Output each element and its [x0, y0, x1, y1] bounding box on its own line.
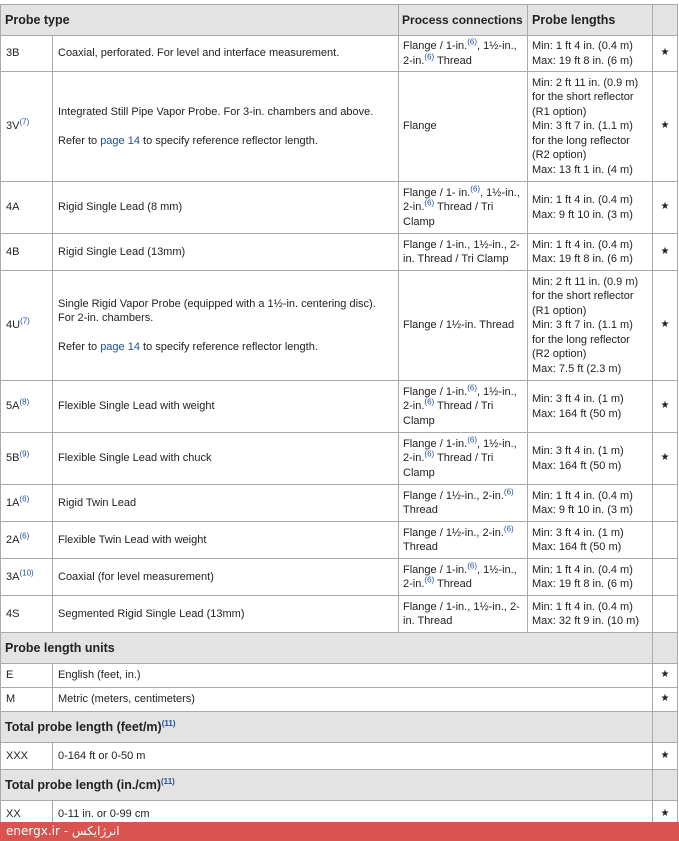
- header-probe-lengths: Probe lengths: [528, 5, 653, 36]
- probe-length: Min: 1 ft 4 in. (0.4 m) Max: 32 ft 9 in. (10 m): [528, 596, 653, 633]
- table-row: [1, 381, 678, 433]
- star-icon: ★: [653, 688, 678, 712]
- code-cell: E: [1, 664, 53, 688]
- probe-description: Flexible Single Lead with weight: [53, 381, 399, 433]
- table-row: [1, 433, 678, 485]
- star-icon: ★: [653, 36, 678, 72]
- probe-description: Rigid Twin Lead: [53, 485, 399, 522]
- probe-description: Flexible Twin Lead with weight: [53, 522, 399, 559]
- section-title: Total probe length $(in./cm)^{(11)}$: [1, 770, 653, 801]
- process-connection: Flange / 1½-in. Thread: [399, 271, 528, 381]
- probe-table: [0, 4, 678, 828]
- probe-length: Min: 2 ft 11 in. (0.9 m) for the short reflector (R1 option) Min: 3 ft 7 in. (1.1 m) for the long reflector (R2 option) Max: 13 ft 1 in. (4 m): [528, 72, 653, 182]
- star-icon: ★: [653, 381, 678, 433]
- probe-code: $3A^{(10)}$: [1, 559, 53, 596]
- table-row: [1, 664, 678, 688]
- probe-code: 3B: [1, 36, 53, 72]
- probe-description: Coaxial (for level measurement): [53, 559, 399, 596]
- process-connection: Flange / 1-in.$^{(6)}$, 1½-in., 2-in.$^{(6)}$ Thread: [399, 36, 528, 72]
- probe-description: Coaxial, perforated. For level and interface measurement.: [53, 36, 399, 72]
- header-probe-type: Probe type: [1, 5, 399, 36]
- probe-description: Rigid Single Lead (13mm): [53, 234, 399, 271]
- table-row: [1, 182, 678, 234]
- process-connection: Flange / 1½-in., 2-in.$^{(6)}$ Thread: [399, 522, 528, 559]
- probe-description: Segmented Rigid Single Lead (13mm): [53, 596, 399, 633]
- table-row: [1, 36, 678, 72]
- code-cell: XXX: [1, 743, 53, 770]
- probe-description: Rigid Single Lead (8 mm): [53, 182, 399, 234]
- probe-code: $4U^{(7)}$: [1, 271, 53, 381]
- process-connection: Flange: [399, 72, 528, 182]
- desc-cell: Metric (meters, centimeters): [53, 688, 653, 712]
- page-link[interactable]: page 14: [100, 134, 140, 147]
- table-row: [1, 559, 678, 596]
- probe-length: Min: 1 ft 4 in. (0.4 m) Max: 9 ft 10 in. (3 m): [528, 182, 653, 234]
- probe-description: Flexible Single Lead with chuck: [53, 433, 399, 485]
- probe-length: Min: 3 ft 4 in. (1 m) Max: 164 ft (50 m): [528, 381, 653, 433]
- process-connection: Flange / 1-in.$^{(6)}$, 1½-in., 2-in.$^{(6)}$ Thread: [399, 559, 528, 596]
- probe-code: $5A^{(8)}$: [1, 381, 53, 433]
- star-icon: ★: [653, 234, 678, 271]
- probe-length: Min: 2 ft 11 in. (0.9 m) for the short reflector (R1 option) Min: 3 ft 7 in. (1.1 m) for the long reflector (R2 option) Max: 7.5 ft (2.3 m): [528, 271, 653, 381]
- section-probe-length-units: [1, 633, 678, 664]
- table-header: [1, 5, 678, 36]
- section-total-length-in: [1, 770, 678, 801]
- footer-text: energx.ir - انرژایکس: [6, 824, 120, 838]
- process-connection: Flange / 1-in., 1½-in., 2-in. Thread: [399, 596, 528, 633]
- probe-length: Min: 3 ft 4 in. (1 m) Max: 164 ft (50 m): [528, 522, 653, 559]
- code-cell: M: [1, 688, 53, 712]
- code-cell: XX: [1, 801, 53, 828]
- probe-description: Integrated Still Pipe Vapor Probe. For 3-in. chambers and above. Refer to page 14 to specify reference reflector length.: [53, 72, 399, 182]
- process-connection: Flange / 1½-in., 2-in.$^{(6)}$ Thread: [399, 485, 528, 522]
- probe-length: Min: 1 ft 4 in. (0.4 m) Max: 9 ft 10 in. (3 m): [528, 485, 653, 522]
- table-row: [1, 688, 678, 712]
- probe-code: $1A^{(6)}$: [1, 485, 53, 522]
- section-title: Total probe length (feet/m)$^{(11)}$: [1, 712, 653, 743]
- probe-code: $2A^{(6)}$: [1, 522, 53, 559]
- table-row: [1, 271, 678, 381]
- probe-description: Single Rigid Vapor Probe (equipped with a 1½-in. centering disc). For 2-in. chambers. Refer to page 14 to specify reference reflector length.: [53, 271, 399, 381]
- desc-cell: 0-164 ft or 0-50 m: [53, 743, 653, 770]
- probe-code: $5B^{(9)}$: [1, 433, 53, 485]
- probe-length: Min: 1 ft 4 in. (0.4 m) Max: 19 ft 8 in. (6 m): [528, 36, 653, 72]
- probe-code: 4A: [1, 182, 53, 234]
- star-icon: ★: [653, 72, 678, 182]
- process-connection: Flange / 1-in.$^{(6)}$, 1½-in., 2-in.$^{(6)}$ Thread / Tri Clamp: [399, 433, 528, 485]
- probe-length: Min: 1 ft 4 in. (0.4 m) Max: 19 ft 8 in. (6 m): [528, 234, 653, 271]
- star-icon: ★: [653, 743, 678, 770]
- probe-code: $3V^{(7)}$: [1, 72, 53, 182]
- probe-code: 4S: [1, 596, 53, 633]
- table-row: [1, 234, 678, 271]
- section-total-length-ft: [1, 712, 678, 743]
- page-link[interactable]: page 14: [100, 340, 140, 353]
- probe-length: Min: 1 ft 4 in. (0.4 m) Max: 19 ft 8 in. (6 m): [528, 559, 653, 596]
- probe-length: Min: 3 ft 4 in. (1 m) Max: 164 ft (50 m): [528, 433, 653, 485]
- desc-cell: 0-11 in. or 0-99 cm: [53, 801, 653, 828]
- star-icon: ★: [653, 182, 678, 234]
- footer-bar: [0, 822, 679, 841]
- section-title: Probe length units: [1, 633, 653, 664]
- table-row: [1, 596, 678, 633]
- table-row: [1, 485, 678, 522]
- table-row: [1, 72, 678, 182]
- header-process-connections: Process connections: [399, 5, 528, 36]
- process-connection: Flange / 1- in.$^{(6)}$, 1½-in., 2-in.$^{(6)}$ Thread / Tri Clamp: [399, 182, 528, 234]
- process-connection: Flange / 1-in.$^{(6)}$, 1½-in., 2-in.$^{(6)}$ Thread / Tri Clamp: [399, 381, 528, 433]
- star-icon: ★: [653, 433, 678, 485]
- desc-cell: English (feet, in.): [53, 664, 653, 688]
- probe-code: 4B: [1, 234, 53, 271]
- table-row: [1, 522, 678, 559]
- star-icon: ★: [653, 271, 678, 381]
- table-row: [1, 743, 678, 770]
- star-icon: ★: [653, 801, 678, 828]
- process-connection: Flange / 1-in., 1½-in., 2-in. Thread / Tri Clamp: [399, 234, 528, 271]
- star-icon: ★: [653, 664, 678, 688]
